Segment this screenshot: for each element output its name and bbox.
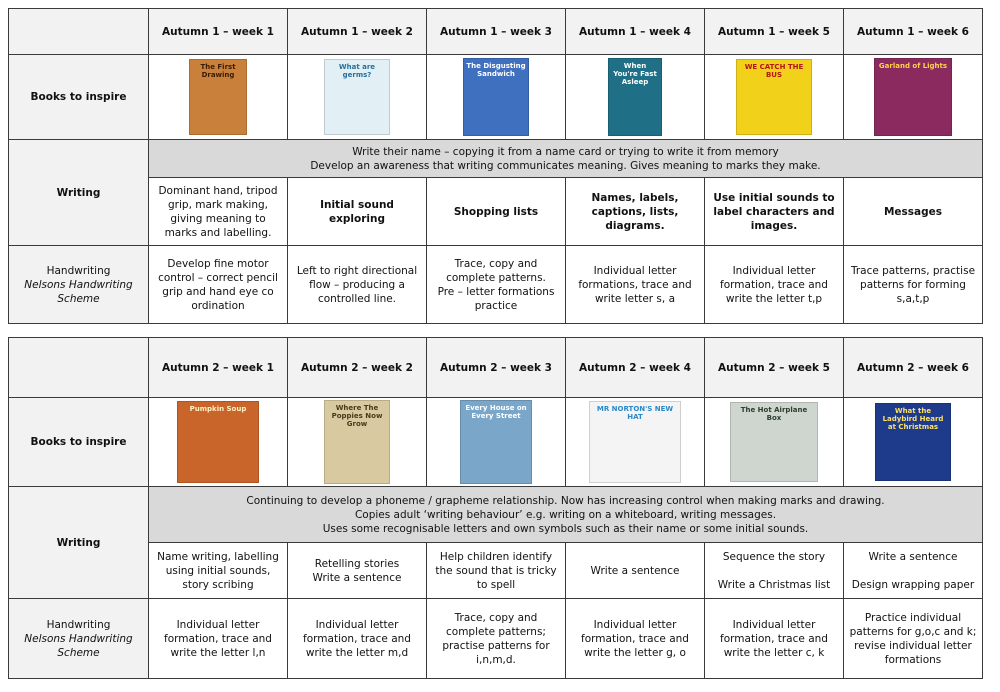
handwriting-scheme-label: Scheme [57, 646, 100, 659]
book-cover-image [736, 59, 812, 135]
book-cell [705, 55, 844, 140]
book-title: What the Ladybird Heard at Christmas [882, 407, 944, 431]
book-title: The Hot Airplane Box [740, 406, 808, 422]
corner-cell [9, 9, 149, 55]
book-cell [149, 398, 288, 487]
writing-cell: Sequence the story Write a Christmas list [705, 543, 844, 599]
writing-cell: Use initial sounds to label characters and images. [705, 178, 844, 246]
week-header: Autumn 1 – week 4 [566, 9, 705, 55]
week-header: Autumn 2 – week 3 [427, 338, 566, 398]
handwriting-cell: Trace patterns, practise patterns for forming s,a,t,p [844, 246, 983, 324]
book-title: Where The Poppies Now Grow [331, 404, 383, 428]
handwriting-cell: Individual letter formation, trace and write the letter m,d [288, 599, 427, 679]
week-header: Autumn 1 – week 6 [844, 9, 983, 55]
book-title: When You're Fast Asleep [613, 62, 657, 86]
book-cover-image [589, 401, 681, 483]
book-cover-image [463, 58, 529, 136]
writing-banner [149, 487, 983, 543]
handwriting-cell: Trace, copy and complete patterns; practise patterns for i,n,m,d. [427, 599, 566, 679]
book-title: What are germs? [338, 63, 376, 79]
book-cover-image [324, 400, 390, 484]
banner-line: Copies adult ‘writing behaviour’ e.g. writing on a whiteboard, writing messages. [354, 508, 777, 521]
row-label-writing: Writing [9, 140, 149, 246]
week-header: Autumn 2 – week 1 [149, 338, 288, 398]
book-title: Every House on Every Street [465, 404, 527, 420]
writing-cell: Help children identify the sound that is tricky to spell [427, 543, 566, 599]
book-cover-image [189, 59, 247, 135]
writing-banner [149, 140, 983, 178]
book-title: MR NORTON'S NEW HAT [596, 405, 674, 421]
book-cover-image [730, 402, 818, 482]
book-title: Garland of Lights [878, 62, 948, 70]
book-cell [427, 398, 566, 487]
book-cell [427, 55, 566, 140]
handwriting-cell: Practice individual patterns for g,o,c and k; revise individual letter formations [844, 599, 983, 679]
writing-cell: Messages [844, 178, 983, 246]
book-title: Pumpkin Soup [189, 405, 247, 413]
book-title: The Disgusting Sandwich [466, 62, 526, 78]
writing-cell: Write a sentence [566, 543, 705, 599]
handwriting-label: Handwriting [46, 264, 111, 277]
writing-cell: Write a sentence Design wrapping paper [844, 543, 983, 599]
row-label-handwriting [9, 246, 149, 324]
book-cell [566, 55, 705, 140]
row-label-handwriting [9, 599, 149, 679]
book-cell [705, 398, 844, 487]
writing-cell: Names, labels, captions, lists, diagrams. [566, 178, 705, 246]
handwriting-cell: Individual letter formations, trace and write letter s, a [566, 246, 705, 324]
handwriting-scheme-label: Nelsons Handwriting [24, 632, 133, 645]
handwriting-scheme-label: Nelsons Handwriting [24, 278, 133, 291]
handwriting-cell: Trace, copy and complete patterns. Pre – letter formations practice [427, 246, 566, 324]
week-header: Autumn 2 – week 6 [844, 338, 983, 398]
banner-line: Continuing to develop a phoneme / grapheme relationship. Now has increasing control when making marks and drawing. [246, 494, 885, 507]
handwriting-cell: Develop fine motor control – correct pencil grip and hand eye co ordination [149, 246, 288, 324]
handwriting-cell: Individual letter formation, trace and write the letter g, o [566, 599, 705, 679]
writing-cell: Retelling stories Write a sentence [288, 543, 427, 599]
row-label-books: Books to inspire [9, 55, 149, 140]
book-title: The First Drawing [200, 63, 236, 79]
banner-line: Develop an awareness that writing communicates meaning. Gives meaning to marks they make. [310, 159, 821, 172]
book-cell [288, 398, 427, 487]
banner-line: Uses some recognisable letters and own symbols such as their name or some initial sounds. [322, 522, 809, 535]
writing-cell: Dominant hand, tripod grip, mark making, giving meaning to marks and labelling. [149, 178, 288, 246]
row-label-writing: Writing [9, 487, 149, 599]
handwriting-cell: Left to right directional flow – producing a controlled line. [288, 246, 427, 324]
handwriting-cell: Individual letter formation, trace and write the letter c, k [705, 599, 844, 679]
writing-cell: Initial sound exploring [288, 178, 427, 246]
row-label-books: Books to inspire [9, 398, 149, 487]
writing-cell: Name writing, labelling using initial sounds, story scribing [149, 543, 288, 599]
book-cover-image [460, 400, 532, 484]
planning-table-autumn-2 [8, 337, 983, 679]
handwriting-cell: Individual letter formation, trace and write the letter l,n [149, 599, 288, 679]
handwriting-cell: Individual letter formation, trace and write the letter t,p [705, 246, 844, 324]
book-cell [844, 398, 983, 487]
book-cover-image [875, 403, 951, 481]
writing-cell: Shopping lists [427, 178, 566, 246]
week-header: Autumn 2 – week 2 [288, 338, 427, 398]
week-header: Autumn 1 – week 1 [149, 9, 288, 55]
book-cover-image [608, 58, 662, 136]
book-title: WE CATCH THE BUS [744, 63, 804, 79]
week-header: Autumn 1 – week 3 [427, 9, 566, 55]
book-cell [844, 55, 983, 140]
week-header: Autumn 1 – week 5 [705, 9, 844, 55]
book-cell [149, 55, 288, 140]
corner-cell [9, 338, 149, 398]
handwriting-label: Handwriting [46, 618, 111, 631]
book-cell [566, 398, 705, 487]
week-header: Autumn 2 – week 5 [705, 338, 844, 398]
week-header: Autumn 2 – week 4 [566, 338, 705, 398]
book-cell [288, 55, 427, 140]
book-cover-image [874, 58, 952, 136]
handwriting-scheme-label: Scheme [57, 292, 100, 305]
book-cover-image [324, 59, 390, 135]
book-cover-image [177, 401, 259, 483]
planning-table-autumn-1 [8, 8, 983, 324]
banner-line: Write their name – copying it from a name card or trying to write it from memory [352, 145, 779, 158]
week-header: Autumn 1 – week 2 [288, 9, 427, 55]
